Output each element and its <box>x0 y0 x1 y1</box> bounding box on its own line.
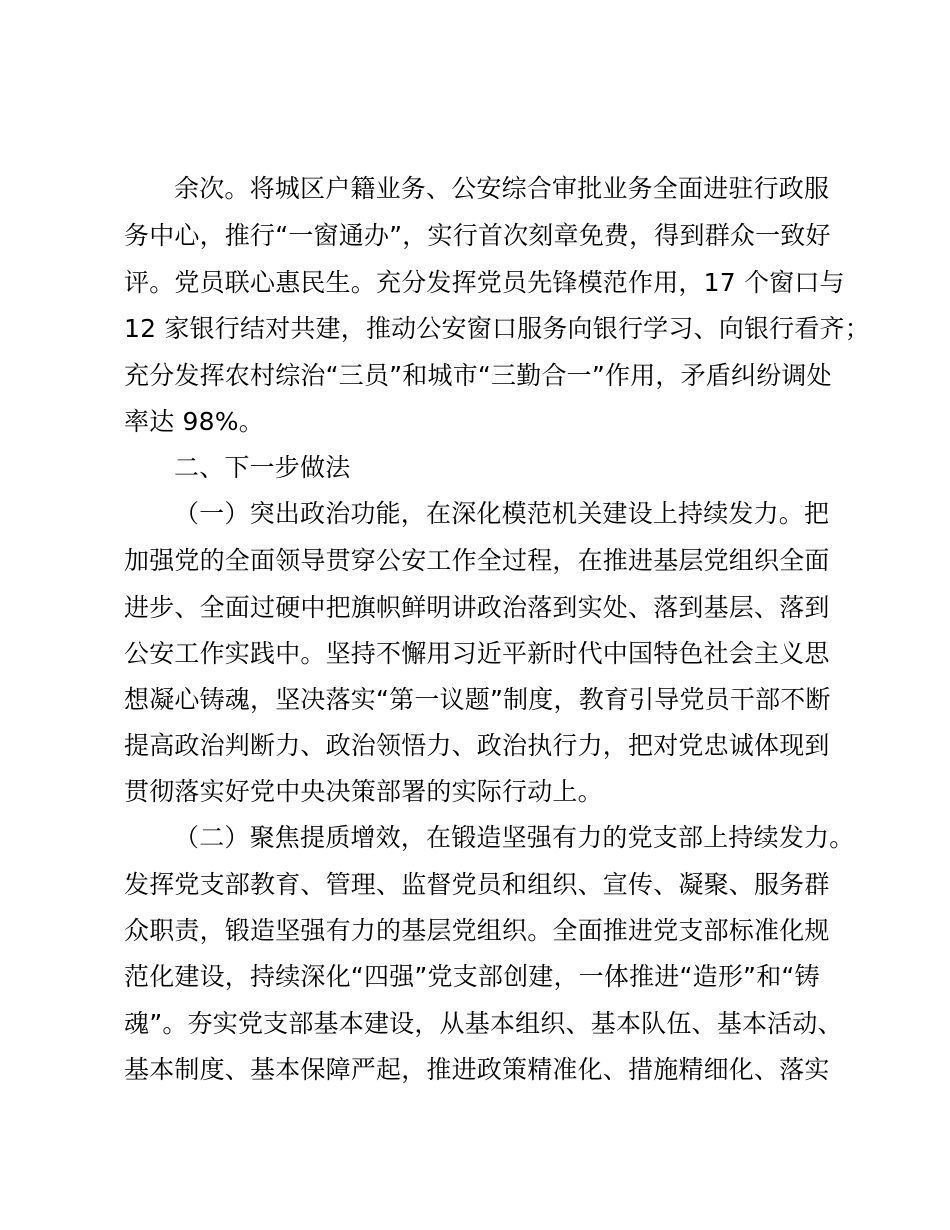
paragraph-line: 加强党的全面领导贯穿公安工作全过程，在推进基层党组织全面 <box>124 546 830 575</box>
subsection-heading-line: （二）聚焦提质增效，在锻造坚强有力的党支部上持续发力。 <box>174 823 855 852</box>
paragraph-line: 基本制度、基本保障严起，推进政策精准化、措施精细化、落实 <box>124 1055 830 1084</box>
paragraph-line: 贯彻落实好党中央决策部署的实际行动上。 <box>124 777 603 806</box>
paragraph-line: 率达 98%。 <box>124 407 264 436</box>
paragraph-line: 公安工作实践中。坚持不懈用习近平新时代中国特色社会主义思 <box>124 639 830 668</box>
paragraph-line: 务中心，推行“一窗通办”，实行首次刻章免费，得到群众一致好 <box>124 221 831 250</box>
paragraph-line: 魂”。夯实党支部基本建设，从基本组织、基本队伍、基本活动、 <box>124 1009 843 1038</box>
paragraph-line: 众职责，锻造坚强有力的基层党组织。全面推进党支部标准化规 <box>124 916 830 945</box>
paragraph-line: 评。党员联心惠民生。充分发挥党员先锋模范作用，17 个窗口与 <box>124 268 845 297</box>
paragraph-line: 余次。将城区户籍业务、公安综合审批业务全面进驻行政服 <box>174 174 830 203</box>
paragraph-line: 进步、全面过硬中把旗帜鲜明讲政治落到实处、落到基层、落到 <box>124 593 830 622</box>
paragraph-line: 范化建设，持续深化“四强”党支部创建，一体推进“造形”和“铸 <box>124 962 820 991</box>
paragraph-line: 想凝心铸魂，坚决落实“第一议题”制度，教育引导党员干部不断 <box>124 685 831 714</box>
paragraph-line: 发挥党支部教育、管理、监督党员和组织、宣传、凝聚、服务群 <box>124 870 830 899</box>
paragraph-line: 充分发挥农村综治“三员”和城市“三勤合一”作用，矛盾纠纷调处 <box>124 361 832 390</box>
paragraph-line: 提高政治判断力、政治领悟力、政治执行力，把对党忠诚体现到 <box>124 731 830 760</box>
section-heading: 二、下一步做法 <box>174 453 351 482</box>
paragraph-line: 12 家银行结对共建，推动公安窗口服务向银行学习、向银行看齐； <box>124 314 870 343</box>
subsection-heading-line: （一）突出政治功能，在深化模范机关建设上持续发力。把 <box>174 499 830 528</box>
